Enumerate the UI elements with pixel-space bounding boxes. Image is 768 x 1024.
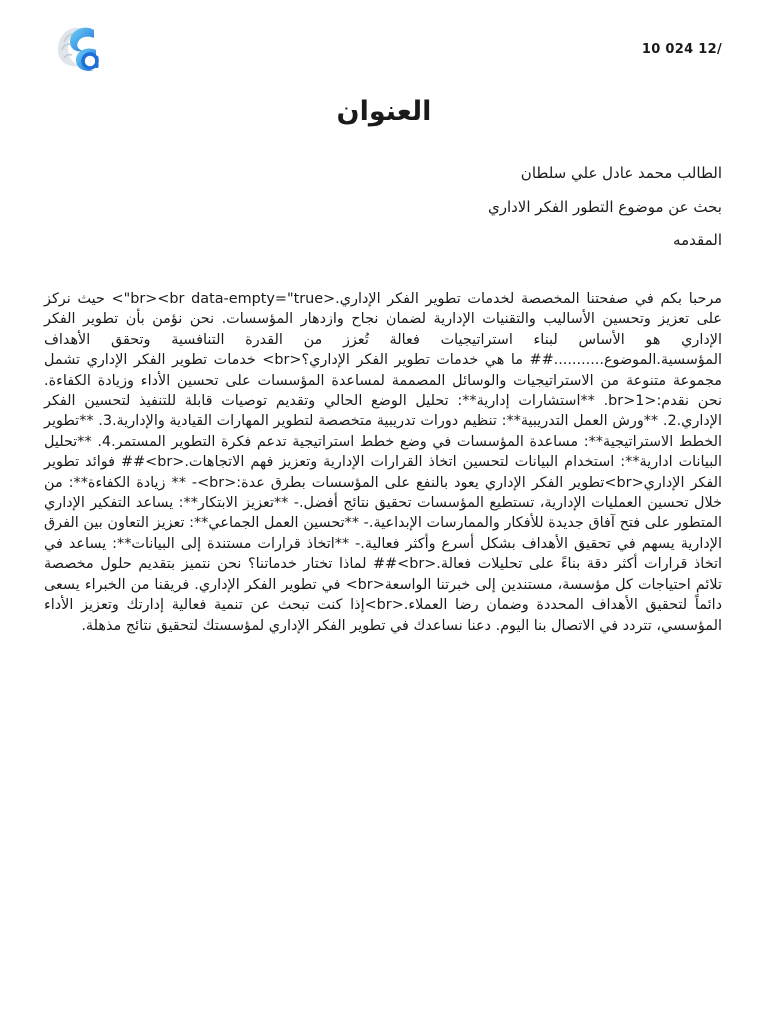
document-date: 10 024 12/: [641, 42, 722, 57]
ea-brain-logo-icon: [50, 20, 108, 78]
document-title: العنوان: [336, 96, 432, 127]
intro-heading: المقدمه: [673, 231, 722, 249]
student-name: الطالب محمد عادل علي سلطان: [520, 164, 722, 182]
body-paragraph: مرحبا بكم في صفحتنا المخصصة لخدمات تطوير الفكر الإداري.<br><br data-empty="true"> حيث نركز على تعزيز وتحسين الأساليب والتقنيات الإدارية لضمان نجاح وازدهار المؤسسات. نحن نؤمن بأن تطوير الفكر الإداري هو الأساس لبناء استراتيجيات فعالة تُعزز من القدرة التنافسية وتحقق الأهداف المؤسسية.الموضوع...........## ما هي خدمات تطوير الفكر الإداري؟<br> خدمات تطوير الفكر الإداري تشمل مجموعة متنوعة من الاستراتيجيات والوسائل المصممة لمساعدة المؤسسات على تحسين الأداء وزيادة الكفاءة. نحن نقدم:<br>1. **استشارات إدارية**: تحليل الوضع الحالي وتقديم توصيات قابلة للتنفيذ لتحسين الفكر الإداري.2. **ورش العمل التدريبية**: تنظيم دورات تدريبية متخصصة لتطوير المهارات القيادية والإدارية.3. **تطوير الخطط الاستراتيجية**: مساعدة المؤسسات في وضع خطط استراتيجية تدعم فكرة التطوير المستمر.4. **تحليل البيانات ادارية**: استخدام البيانات لتحسين اتخاذ القرارات الإدارية وتعزيز فهم الاتجاهات.<br>## فوائد تطوير الفكر الإداري<br>تطوير الفكر الإداري يعود بالنفع على المؤسسات بطرق عدة:<br>- ** زيادة الكفاءة**: من خلال تحسين العمليات الإدارية، تستطيع المؤسسات تحقيق نتائج أفضل.- **تعزيز الابتكار**: يساعد التفكير الإداري المتطور على فتح آفاق جديدة للأفكار والممارسات الإبداعية.- **تحسين العمل الجماعي**: تعزيز التعاون بين الفرق الإدارية يسهم في تحقيق الأهداف بشكل أسرع وأكثر فعالية.- **اتخاذ قرارات مستندة إلى البيانات**: يساعد في اتخاذ قرارات أكثر دقة بناءً على تحليلات فعالة.<br>## لماذا تختار خدماتنا؟ نحن نتميز بتقديم حلول مخصصة تلائم احتياجات كل مؤسسة، مستندين إلى خبرتنا الواسعة<br> في تطوير الفكر الإداري. فريقنا من الخبراء يسعى دائماً لتحقيق الأهداف المحددة وضمان رضا العملاء.<br>إذا كنت تبحث عن تنمية فعالية إدارتك وتعزيز الأداء المؤسسي، تتردد في الاتصال بنا اليوم. دعنا نساعدك في تطوير الفكر الإداري لمؤسستك لتحقيق نتائج مذهلة.: [44, 291, 723, 634]
research-topic: بحث عن موضوع التطور الفكر الاداري: [487, 198, 722, 216]
